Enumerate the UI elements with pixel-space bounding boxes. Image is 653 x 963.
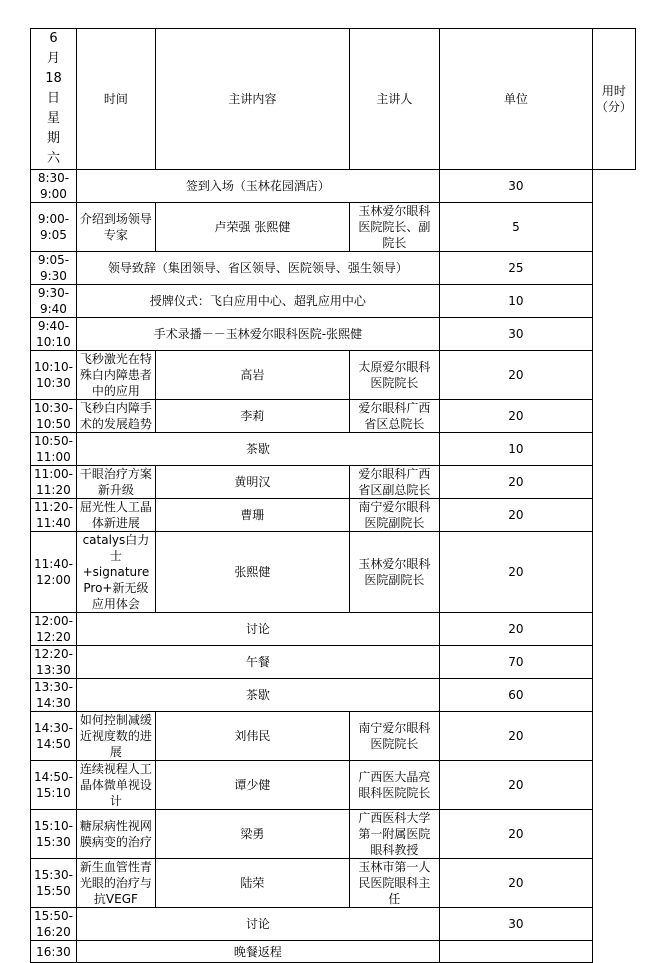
schedule-row [31,351,636,400]
merged-cell: 讨论 [76,908,439,941]
day-label-char: 月 [46,51,60,66]
schedule-row [31,433,636,466]
time-cell: 9:30-9:40 [31,285,77,318]
merged-cell: 茶歇 [76,433,439,466]
time-cell: 11:20-11:40 [31,499,77,532]
schedule-row [31,908,636,941]
minutes-cell: 20 [439,532,592,613]
schedule-row [31,712,636,761]
schedule-row [31,285,636,318]
minutes-cell: 30 [439,908,592,941]
schedule-row [31,941,636,963]
schedule-row [31,400,636,433]
time-cell: 8:30-9:00 [31,170,77,203]
schedule-row [31,761,636,810]
topic-cell: 屈光性人工晶体新进展 [76,499,155,532]
merged-cell: 午餐 [76,646,439,679]
minutes-cell: 20 [439,400,592,433]
merged-cell: 手术录播－－玉林爱尔眼科医院-张熙健 [76,318,439,351]
speaker-cell: 曹珊 [155,499,349,532]
time-cell: 9:40-10:10 [31,318,77,351]
unit-cell: 爱尔眼科广西省区副总院长 [349,466,439,499]
topic-cell: 介绍到场领导专家 [76,203,155,252]
minutes-cell: 30 [439,170,592,203]
minutes-cell: 10 [439,285,592,318]
time-cell: 10:10-10:30 [31,351,77,400]
speaker-cell: 张熙健 [155,532,349,613]
header-row [31,29,636,170]
speaker-cell: 陆荣 [155,859,349,908]
minutes-cell: 20 [439,810,592,859]
day-label-char: 18 [45,71,62,86]
time-cell: 12:20-13:30 [31,646,77,679]
minutes-cell: 20 [439,499,592,532]
speaker-cell: 黄明汉 [155,466,349,499]
minutes-cell: 5 [439,203,592,252]
topic-cell: 飞秒白内障手术的发展趋势 [76,400,155,433]
day-label-char: 期 [46,131,60,146]
unit-cell: 南宁爱尔眼科医院副院长 [349,499,439,532]
schedule-row [31,466,636,499]
speaker-cell: 刘伟民 [155,712,349,761]
speaker-cell: 梁勇 [155,810,349,859]
time-cell: 15:30-15:50 [31,859,77,908]
merged-cell: 晚餐返程 [76,941,439,963]
minutes-cell [439,941,592,963]
minutes-cell: 20 [439,613,592,646]
schedule-row [31,810,636,859]
topic-cell: 如何控制减缓近视度数的进展 [76,712,155,761]
unit-cell: 太原爱尔眼科医院院长 [349,351,439,400]
time-cell: 16:30 [31,941,77,963]
topic-cell: 干眼治疗方案新升级 [76,466,155,499]
minutes-cell: 30 [439,318,592,351]
day-label-char: 日 [46,91,60,106]
time-cell: 15:50-16:20 [31,908,77,941]
time-cell: 9:00-9:05 [31,203,77,252]
unit-cell: 玉林市第一人民医院眼科主任 [349,859,439,908]
time-cell: 11:00-11:20 [31,466,77,499]
header-time: 时间 [76,29,155,170]
header-topic: 主讲内容 [155,29,349,170]
topic-cell: 连续视程人工晶体微单视设计 [76,761,155,810]
topic-cell: 糖尿病性视网膜病变的治疗 [76,810,155,859]
schedule-row [31,679,636,712]
schedule-table [30,28,636,963]
day-label-char: 星 [46,111,60,126]
minutes-cell: 20 [439,859,592,908]
day-label [31,29,77,170]
time-cell: 15:10-15:30 [31,810,77,859]
header-unit: 单位 [439,29,592,170]
unit-cell: 广西医大晶亮眼科医院院长 [349,761,439,810]
schedule-row [31,859,636,908]
schedule-row [31,252,636,285]
time-cell: 11:40-12:00 [31,532,77,613]
speaker-cell: 高岩 [155,351,349,400]
speaker-cell: 卢荣强 张熙健 [155,203,349,252]
header-speaker: 主讲人 [349,29,439,170]
time-cell: 13:30-14:30 [31,679,77,712]
minutes-cell: 20 [439,351,592,400]
merged-cell: 茶歇 [76,679,439,712]
speaker-cell: 谭少健 [155,761,349,810]
topic-cell: catalys白力士+signature Pro+新无级应用体会 [76,532,155,613]
day-label-char: 6 [49,31,58,46]
merged-cell: 签到入场（玉林花园酒店） [76,170,439,203]
time-cell: 12:00-12:20 [31,613,77,646]
minutes-cell: 60 [439,679,592,712]
header-minutes: 用时（分） [592,29,635,170]
unit-cell: 玉林爱尔眼科医院副院长 [349,532,439,613]
minutes-cell: 20 [439,466,592,499]
unit-cell: 广西医科大学第一附属医院眼科教授 [349,810,439,859]
minutes-cell: 20 [439,712,592,761]
merged-cell: 讨论 [76,613,439,646]
topic-cell: 新生血管性青光眼的治疗与抗VEGF [76,859,155,908]
speaker-cell: 李莉 [155,400,349,433]
minutes-cell: 10 [439,433,592,466]
time-cell: 10:50-11:00 [31,433,77,466]
time-cell: 14:50-15:10 [31,761,77,810]
schedule-row [31,203,636,252]
schedule-row [31,532,636,613]
minutes-cell: 25 [439,252,592,285]
unit-cell: 爱尔眼科广西省区总院长 [349,400,439,433]
minutes-cell: 20 [439,761,592,810]
schedule-row [31,613,636,646]
schedule-row [31,499,636,532]
schedule-row [31,646,636,679]
schedule-row [31,318,636,351]
schedule-row [31,170,636,203]
day-label-char: 六 [46,151,60,166]
time-cell: 10:30-10:50 [31,400,77,433]
merged-cell: 授牌仪式：飞白应用中心、超乳应用中心 [76,285,439,318]
merged-cell: 领导致辞（集团领导、省区领导、医院领导、强生领导） [76,252,439,285]
unit-cell: 南宁爱尔眼科医院院长 [349,712,439,761]
time-cell: 9:05-9:30 [31,252,77,285]
unit-cell: 玉林爱尔眼科医院院长、副院长 [349,203,439,252]
topic-cell: 飞秒激光在特殊白内障患者中的应用 [76,351,155,400]
minutes-cell: 70 [439,646,592,679]
time-cell: 14:30-14:50 [31,712,77,761]
